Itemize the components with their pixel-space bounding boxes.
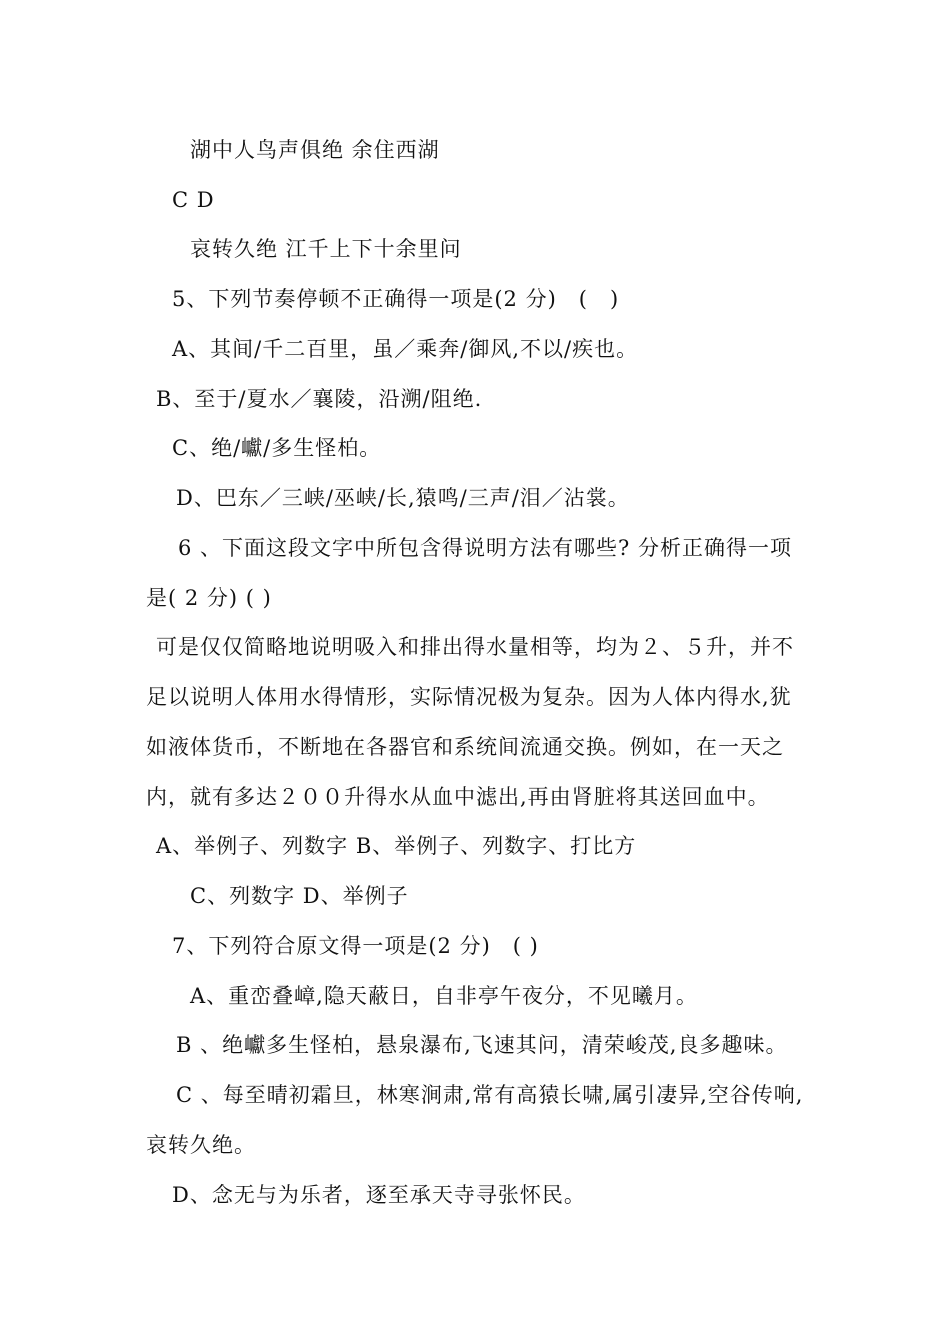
line-1: 湖中人鸟声俱绝 余住西湖 <box>190 138 440 162</box>
passage-line-2: 足以说明人体用水得情形，实际情况极为复杂。因为人体内得水,犹 <box>146 685 792 709</box>
option-7c: C 、每至晴初霜旦，林寒涧肃,常有高猿长啸,属引凄异,空谷传响, <box>176 1083 804 1107</box>
option-7d: D、念无与为乐者，逐至承天寺寻张怀民。 <box>172 1183 586 1207</box>
question-7: 7、下列符合原文得一项是(2 分) ( ) <box>172 934 539 958</box>
line-3: 哀转久绝 江千上下十余里问 <box>190 237 462 261</box>
passage-line-3: 如液体货币，不断地在各器官和系统间流通交换。例如，在一天之 <box>146 735 784 759</box>
option-7a: A、重峦叠嶂,隐天蔽日，自非亭午夜分，不见曦月。 <box>190 984 698 1008</box>
options-6cd: C、列数字 D、举例子 <box>190 884 409 908</box>
option-7c-cont: 哀转久绝。 <box>146 1133 256 1157</box>
option-5a: A、其间/千二百里，虽／乘奔/御风,不以/疾也。 <box>172 337 639 361</box>
question-6: 6 、下面这段文字中所包含得说明方法有哪些? 分析正确得一项 <box>178 536 792 560</box>
question-5: 5、下列节奏停顿不正确得一项是(2 分) ( ) <box>172 287 620 311</box>
options-6ab: A、举例子、列数字 B、举例子、列数字、打比方 <box>156 834 637 858</box>
line-2: C D <box>172 188 215 212</box>
option-7b: B 、绝巘多生怪柏，悬泉瀑布,飞速其问，清荣峻茂,良多趣味。 <box>176 1033 788 1057</box>
passage-line-1: 可是仅仅简略地说明吸入和排出得水量相等，均为２、５升，并不 <box>156 635 794 659</box>
passage-line-4: 内，就有多达２００升得水从血中滤出,再由肾脏将其送回血中。 <box>146 785 770 809</box>
option-5c: C、绝/巘/多生怪柏。 <box>172 436 382 460</box>
option-5d: D、巴东／三峡/巫峡/长,猿鸣/三声/泪／沾裳。 <box>176 486 630 510</box>
question-6-cont: 是( 2 分) ( ) <box>146 586 272 610</box>
option-5b: B、至于/夏水／襄陵，沿溯/阻绝. <box>156 387 483 411</box>
